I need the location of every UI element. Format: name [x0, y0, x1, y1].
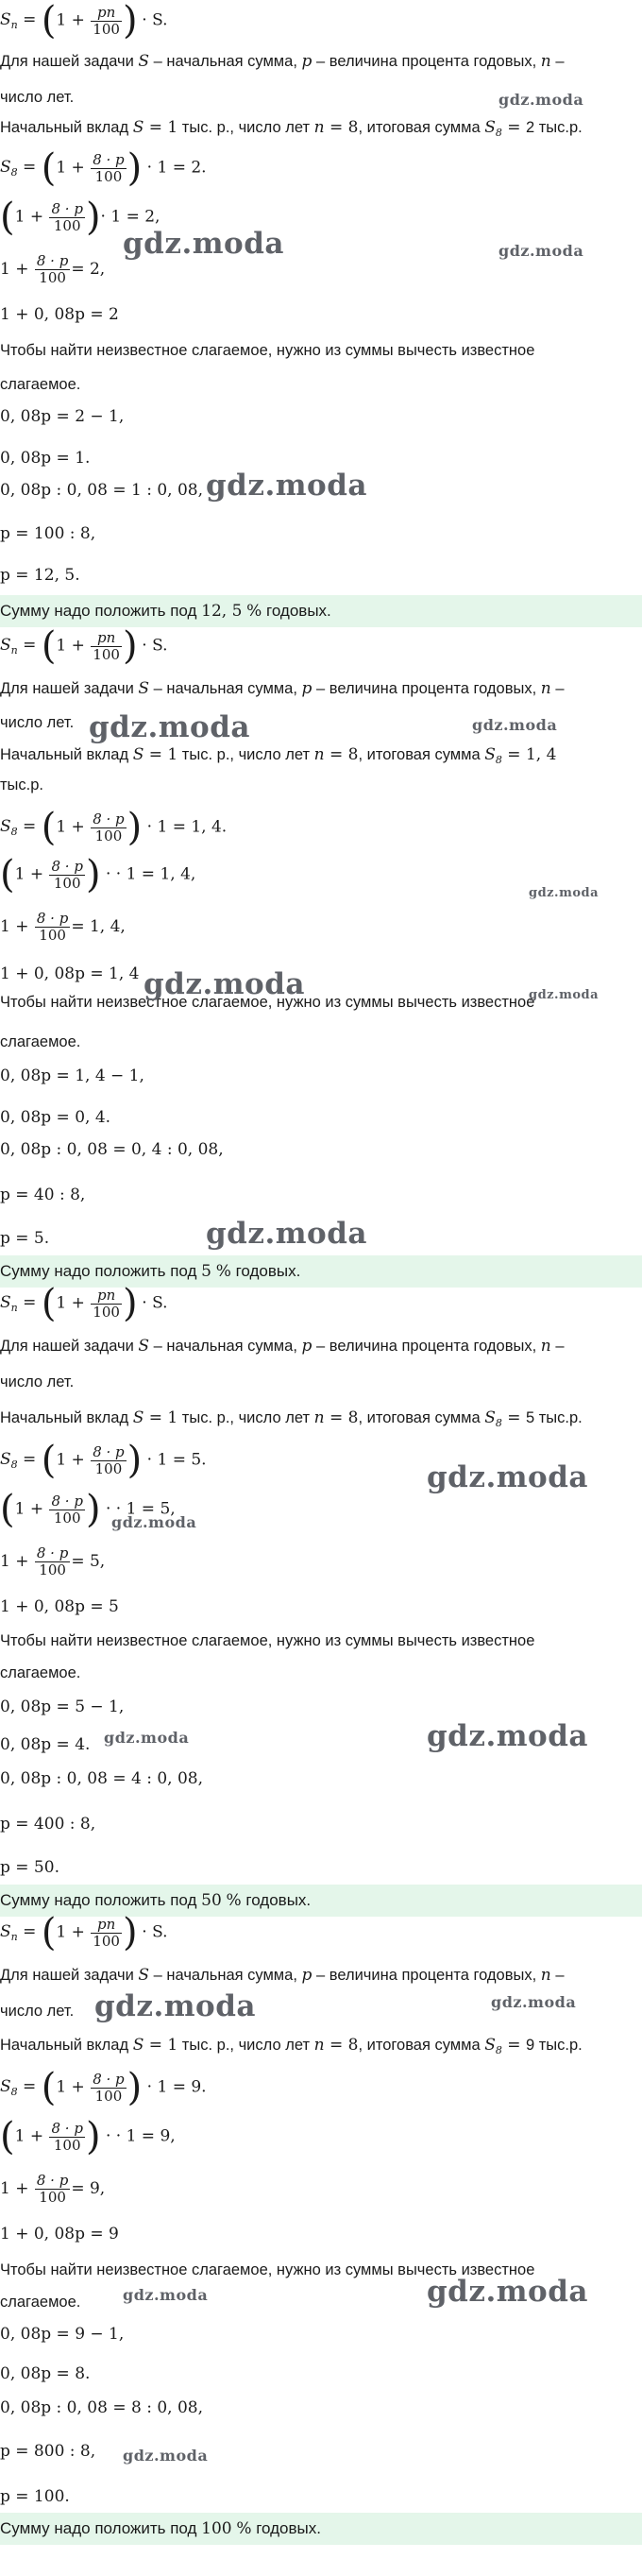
equation-plus: 1 + $\frac{8 \cdot p}{100}$ = 2,: [0, 252, 106, 286]
equation-plus: 1 + $\frac{8 \cdot p}{100}$ = 9,: [0, 2172, 106, 2206]
equation-paren: (1 + $\frac{8 \cdot p}{100}$ )· 1 = 2,: [0, 196, 160, 239]
watermark: gdz.moda: [498, 91, 584, 109]
intro-line-2: число лет.: [0, 89, 75, 106]
equation-divide: 0, 08p : 0, 08 = 0, 4 : 0, 08,: [0, 1140, 224, 1159]
watermark: gdz.moda: [529, 886, 600, 900]
equation-subtract: 0, 08p = 9 − 1,: [0, 2325, 125, 2344]
equation-linear: 1 + 0, 08p = 1, 4: [0, 964, 140, 983]
intro-line-2: число лет.: [0, 1373, 75, 1390]
equation-divide: 0, 08p : 0, 08 = 8 : 0, 08,: [0, 2398, 203, 2417]
watermark: gdz.moda: [144, 967, 305, 1001]
watermark: gdz.moda: [498, 242, 584, 260]
watermark: gdz.moda: [529, 988, 600, 1002]
rule-line-1: Чтобы найти неизвестное слагаемое, нужно из суммы вычесть известное: [0, 1632, 535, 1649]
equation-result-3: p = 100.: [0, 2487, 70, 2506]
equation-paren: (1 + $\frac{8 \cdot p}{100}$ ) · · 1 = 1, 4,: [0, 853, 196, 896]
watermark: gdz.moda: [206, 469, 367, 503]
equation-linear: 1 + 0, 08p = 5: [0, 1597, 119, 1616]
answer-bar: Сумму надо положить под 12, 5 % годовых.: [0, 595, 642, 627]
initial-deposit-line: Начальный вклад S = 1 тыс. р., число лет n = 8, итоговая сумма $S_8 = 2$ тыс.р.: [0, 118, 583, 139]
watermark: gdz.moda: [123, 227, 284, 261]
intro-line-2: число лет.: [0, 2003, 75, 2020]
equation-subtract: 0, 08p = 5 − 1,: [0, 1697, 125, 1716]
intro-line: Для нашей задачи S – начальная сумма, p – величина процента годовых, n –: [0, 1966, 565, 1985]
intro-line: Для нашей задачи S – начальная сумма, p – величина процента годовых, n –: [0, 52, 565, 71]
watermark: gdz.moda: [427, 2275, 588, 2309]
equation-s8: $S_8 = (1$ + $\frac{8 \cdot p}{100}$ ) · 1 = 1, 4.: [0, 806, 228, 849]
rule-line-2: слагаемое.: [0, 1664, 81, 1681]
initial-deposit-line: Начальный вклад S = 1 тыс. р., число лет n = 8, итоговая сумма $S_8 = 5$ тыс.р.: [0, 1408, 583, 1429]
watermark: gdz.moda: [94, 1989, 256, 2023]
equation-result-1: 0, 08p = 0, 4.: [0, 1108, 111, 1127]
watermark: gdz.moda: [427, 1460, 588, 1494]
equation-plus: 1 + $\frac{8 \cdot p}{100}$ = 1, 4,: [0, 910, 126, 944]
answer-bar: Сумму надо положить под 100 % годовых.: [0, 2513, 642, 2545]
rule-line-2: слагаемое.: [0, 2294, 81, 2311]
equation-result-2: p = 800 : 8,: [0, 2442, 96, 2461]
watermark: gdz.moda: [123, 2286, 209, 2304]
equation-result-1: 0, 08p = 1.: [0, 449, 91, 468]
initial-deposit-line-2: тыс.р.: [0, 776, 44, 793]
equation-result-3: p = 5.: [0, 1229, 50, 1248]
formula-sn: $S_n = (1$ + $\frac{pn}{100}$ ) · S.: [0, 624, 168, 668]
watermark: gdz.moda: [111, 1513, 197, 1531]
equation-subtract: 0, 08p = 1, 4 − 1,: [0, 1066, 144, 1085]
formula-sn: $S_n = (1$ + $\frac{pn}{100}$ ) · S.: [0, 1911, 168, 1954]
equation-s8: $S_8 = (1$ + $\frac{8 \cdot p}{100}$ ) · 1 = 2.: [0, 146, 207, 190]
watermark: gdz.moda: [104, 1729, 190, 1747]
equation-paren: (1 + $\frac{8 \cdot p}{100}$ ) · · 1 = 5,: [0, 1488, 176, 1531]
equation-result-2: p = 100 : 8,: [0, 524, 96, 543]
watermark: gdz.moda: [89, 710, 250, 744]
equation-result-2: p = 40 : 8,: [0, 1186, 86, 1204]
rule-line-2: слагаемое.: [0, 376, 81, 393]
watermark: gdz.moda: [491, 1993, 577, 2011]
intro-line: Для нашей задачи S – начальная сумма, p – величина процента годовых, n –: [0, 1337, 565, 1356]
equation-result-1: 0, 08p = 8.: [0, 2364, 91, 2383]
rule-line-1: Чтобы найти неизвестное слагаемое, нужно из суммы вычесть известное: [0, 342, 535, 359]
watermark: gdz.moda: [427, 1719, 588, 1753]
equation-result-1: 0, 08p = 4.: [0, 1735, 91, 1754]
equation-plus: 1 + $\frac{8 \cdot p}{100}$ = 5,: [0, 1544, 106, 1578]
equation-divide: 0, 08p : 0, 08 = 4 : 0, 08,: [0, 1769, 203, 1788]
equation-linear: 1 + 0, 08p = 9: [0, 2225, 119, 2243]
watermark: gdz.moda: [472, 716, 558, 734]
equation-result-3: p = 12, 5.: [0, 566, 80, 585]
answer-bar: Сумму надо положить под 5 % годовых.: [0, 1255, 642, 1288]
equation-result-2: p = 400 : 8,: [0, 1815, 96, 1834]
initial-deposit-line: Начальный вклад S = 1 тыс. р., число лет n = 8, итоговая сумма $S_8 = 9$ тыс.р.: [0, 2036, 583, 2056]
equation-result-3: p = 50.: [0, 1858, 59, 1877]
initial-deposit-line: Начальный вклад S = 1 тыс. р., число лет n = 8, итоговая сумма $S_8 = 1$, 4: [0, 745, 557, 766]
equation-subtract: 0, 08p = 2 − 1,: [0, 407, 125, 426]
watermark: gdz.moda: [123, 2447, 209, 2465]
equation-divide: 0, 08p : 0, 08 = 1 : 0, 08,: [0, 481, 203, 500]
watermark: gdz.moda: [206, 1217, 367, 1251]
equation-s8: $S_8 = (1$ + $\frac{8 \cdot p}{100}$ ) · 1 = 5.: [0, 1439, 207, 1482]
rule-line-1: Чтобы найти неизвестное слагаемое, нужно из суммы вычесть известное: [0, 994, 535, 1011]
answer-bar: Сумму надо положить под 50 % годовых.: [0, 1885, 642, 1917]
equation-paren: (1 + $\frac{8 \cdot p}{100}$ ) · · 1 = 9,: [0, 2115, 176, 2158]
formula-sn: $S_n = (1$ + $\frac{pn}{100}$ ) · S.: [0, 0, 168, 43]
intro-line: Для нашей задачи S – начальная сумма, p – величина процента годовых, n –: [0, 679, 565, 698]
equation-s8: $S_8 = (1$ + $\frac{8 \cdot p}{100}$ ) · 1 = 9.: [0, 2066, 207, 2109]
equation-linear: 1 + 0, 08p = 2: [0, 305, 119, 324]
intro-line-2: число лет.: [0, 714, 75, 731]
rule-line-2: слагаемое.: [0, 1033, 81, 1050]
formula-sn: $S_n = (1$ + $\frac{pn}{100}$ ) · S.: [0, 1282, 168, 1325]
rule-line-1: Чтобы найти неизвестное слагаемое, нужно из суммы вычесть известное: [0, 2261, 535, 2278]
